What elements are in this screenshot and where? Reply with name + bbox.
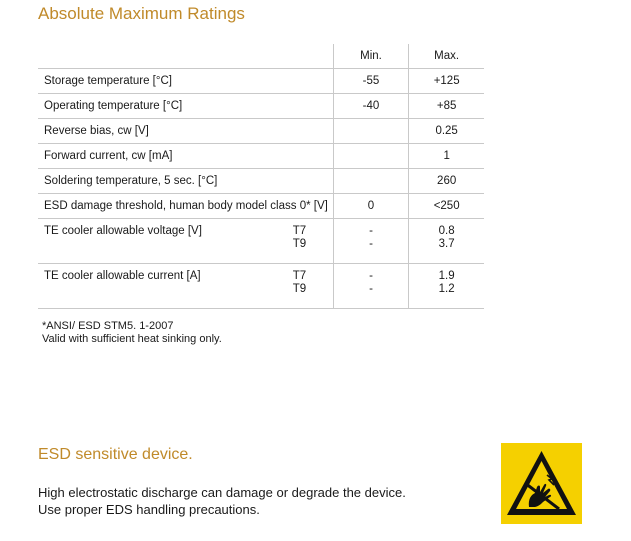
- max-cell: +85: [409, 94, 484, 119]
- table-row: [38, 219, 484, 264]
- esd-description: [38, 484, 406, 518]
- min-cell: -: [369, 270, 373, 282]
- min-cell: -: [369, 225, 373, 237]
- table-row: [38, 69, 484, 94]
- param-cell: Storage temperature [°C]: [38, 69, 333, 94]
- min-header: Min.: [333, 44, 409, 69]
- min-cell: -: [369, 238, 373, 250]
- variant-label: T7: [292, 225, 307, 237]
- min-cell: 0: [333, 194, 409, 219]
- max-cell: 0.8: [438, 225, 455, 237]
- footnote-heat-sinking: Valid with sufficient heat sinking only.: [42, 333, 222, 345]
- min-cell: [333, 169, 409, 194]
- variant-label: T7: [292, 270, 307, 282]
- table-row: [38, 144, 484, 169]
- table-row: [38, 264, 484, 309]
- min-cell: [333, 119, 409, 144]
- param-cell: Reverse bias, cw [V]: [38, 119, 333, 144]
- max-cell: 1.2: [438, 283, 455, 295]
- max-cell: +125: [409, 69, 484, 94]
- param-header: [38, 44, 333, 69]
- param-cell: TE cooler allowable current [A]: [44, 270, 201, 282]
- min-cell: -40: [333, 94, 409, 119]
- esd-title: ESD sensitive device.: [38, 446, 193, 463]
- variant-label: T9: [292, 238, 307, 250]
- max-cell: 0.25: [409, 119, 484, 144]
- max-cell: 3.7: [438, 238, 455, 250]
- param-cell: ESD damage threshold, human body model class 0* [V]: [38, 194, 333, 219]
- ratings-table: [38, 44, 484, 309]
- variant-label: T9: [292, 283, 307, 295]
- footnotes: [42, 320, 222, 346]
- max-header: Max.: [409, 44, 484, 69]
- min-cell: [333, 144, 409, 169]
- max-cell: 1.9: [438, 270, 455, 282]
- table-row: [38, 169, 484, 194]
- param-cell: TE cooler allowable voltage [V]: [44, 225, 202, 237]
- max-cell: 1: [409, 144, 484, 169]
- table-row: [38, 94, 484, 119]
- param-cell: Operating temperature [°C]: [38, 94, 333, 119]
- section-title: Absolute Maximum Ratings: [38, 4, 245, 23]
- max-cell: 260: [409, 169, 484, 194]
- table-header: [38, 44, 484, 69]
- param-cell: Forward current, cw [mA]: [38, 144, 333, 169]
- esd-line: High electrostatic discharge can damage or degrade the device.: [38, 485, 406, 500]
- min-cell: -55: [333, 69, 409, 94]
- table-row: [38, 194, 484, 219]
- max-cell: <250: [409, 194, 484, 219]
- esd-line: Use proper EDS handling precautions.: [38, 502, 260, 517]
- min-cell: -: [369, 283, 373, 295]
- table-row: [38, 119, 484, 144]
- param-cell: Soldering temperature, 5 sec. [°C]: [38, 169, 333, 194]
- footnote-standard: *ANSI/ ESD STM5. 1-2007: [42, 320, 174, 332]
- esd-warning-icon: [501, 443, 582, 524]
